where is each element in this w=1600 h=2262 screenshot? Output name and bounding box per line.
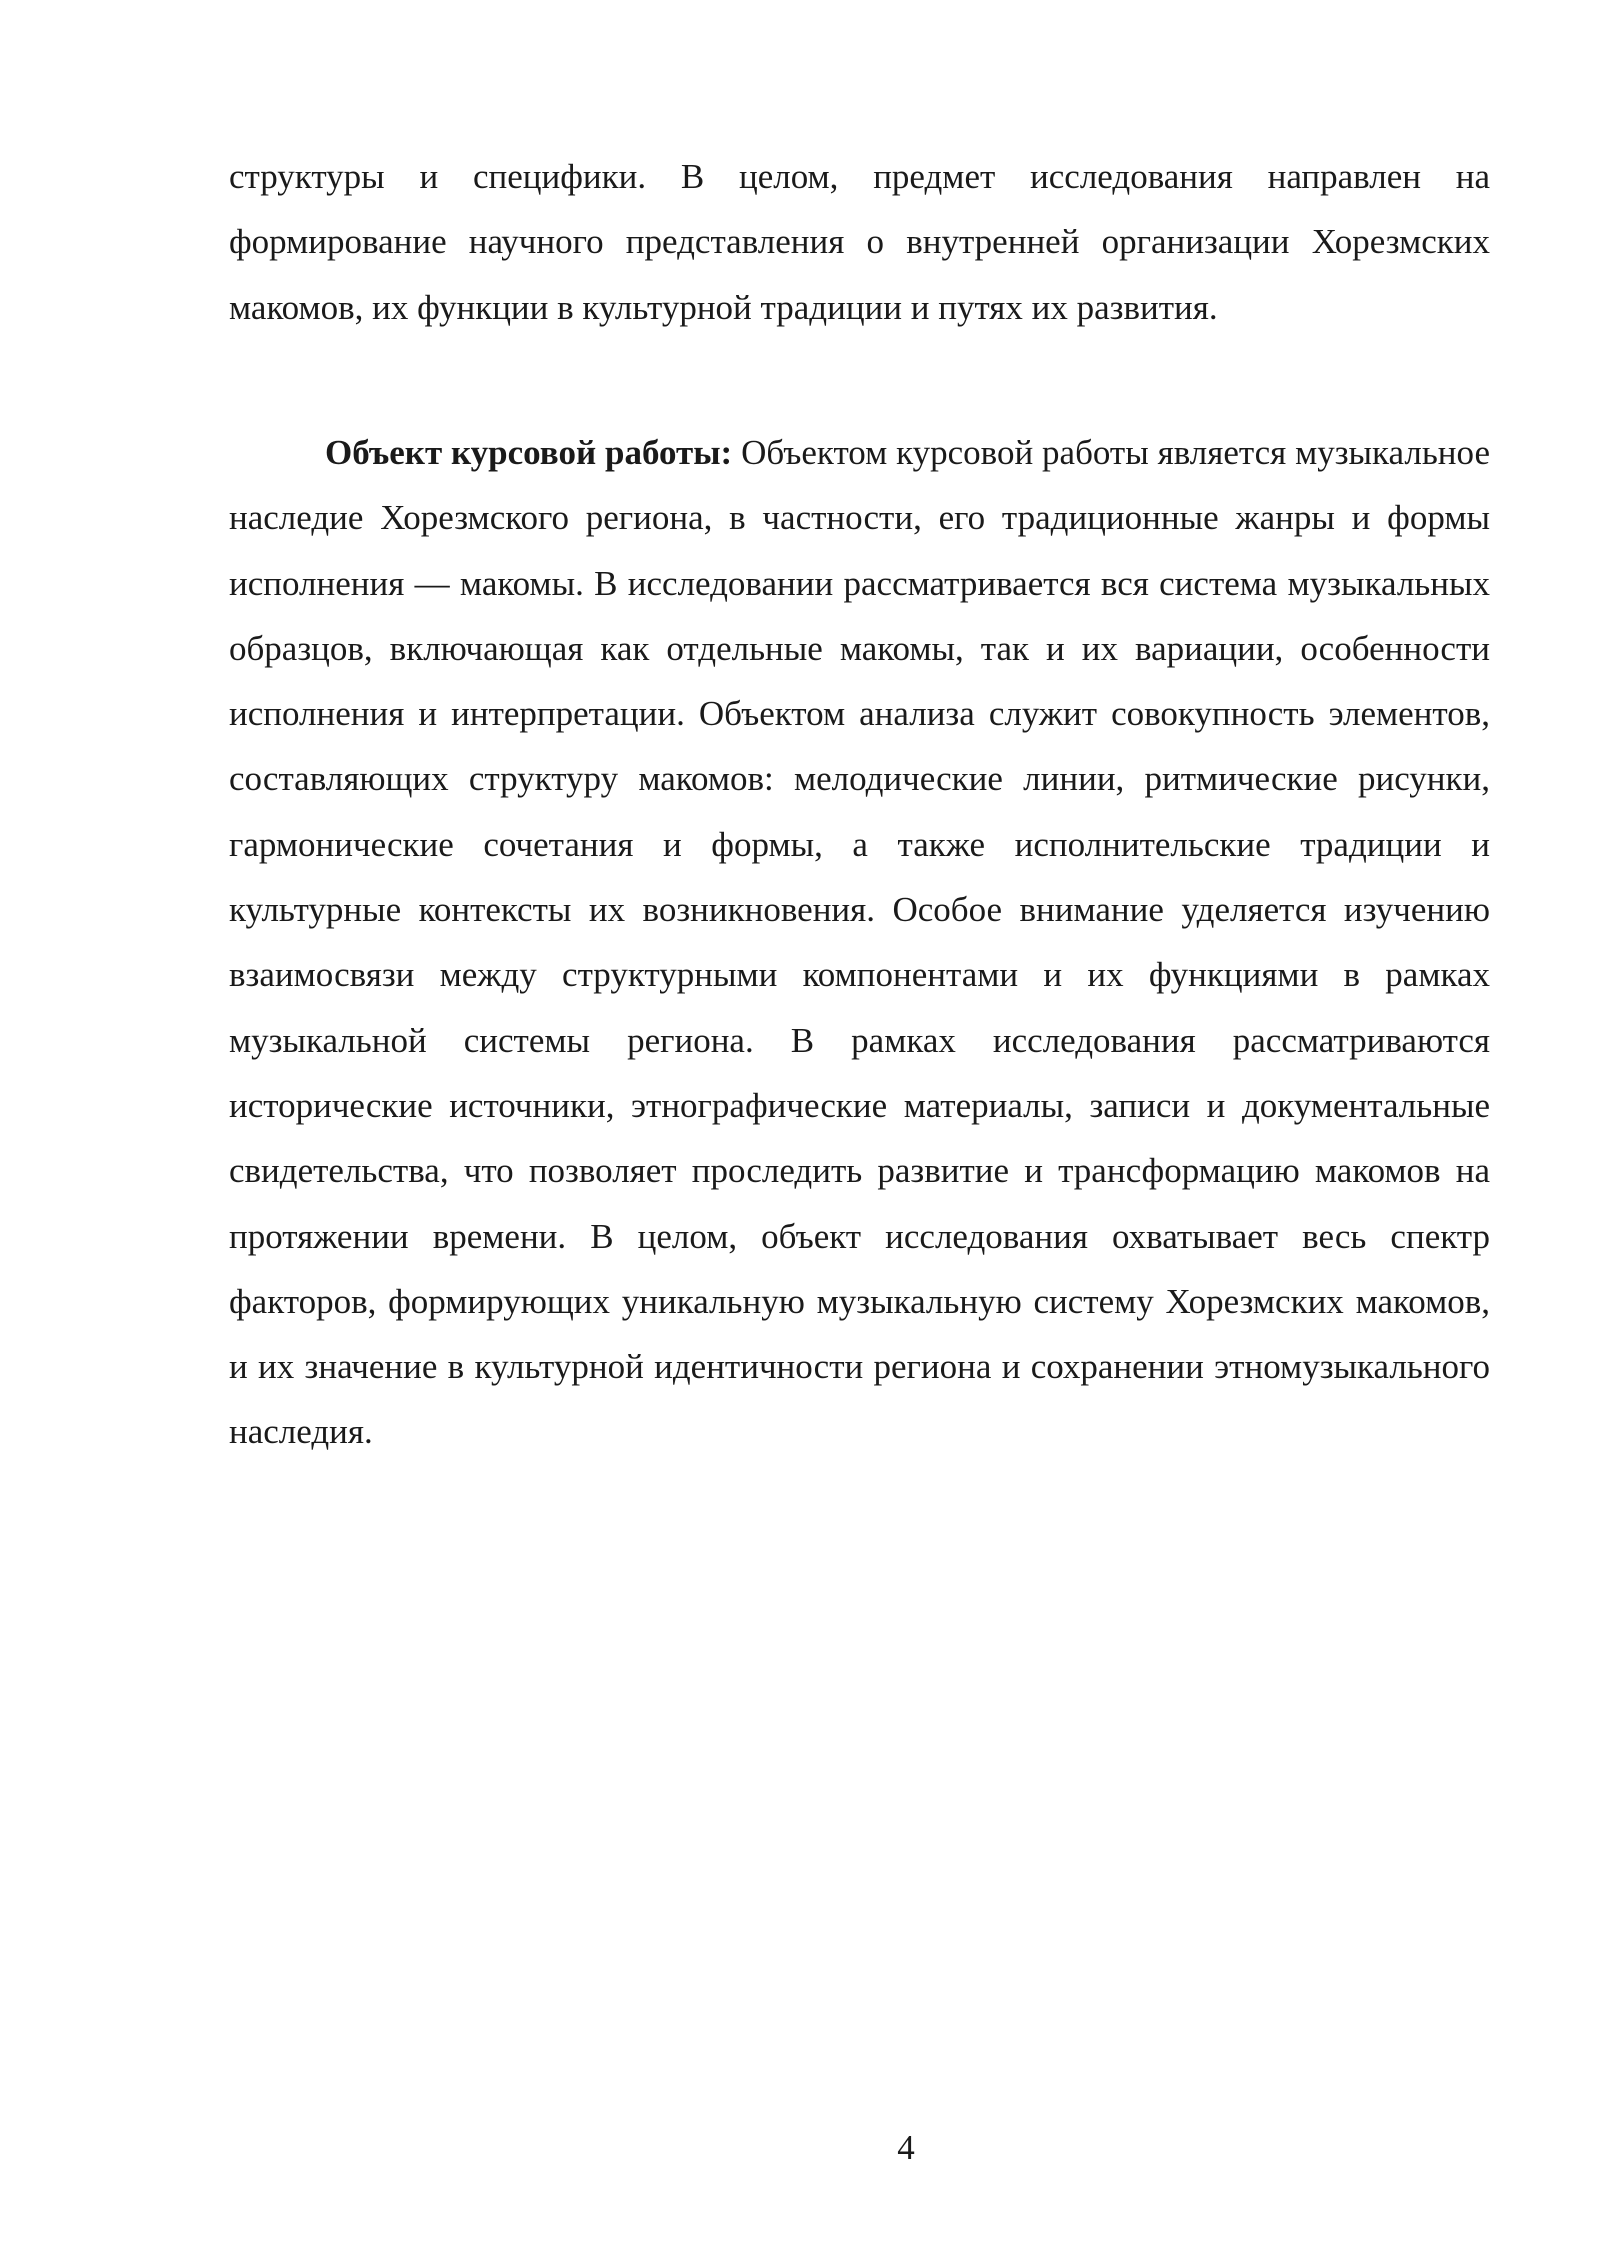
page-number: 4 [897, 2128, 915, 2167]
paragraph-lead-heading: Объект курсовой работы: [325, 433, 733, 472]
paragraph-body-text: Объектом курсовой работы является музыкальное наследие Хорезмского региона, в частности, его традиционные жанры и формы исполнения — макомы. В исследовании рассматривается вся система музыкальных образцов, включающая как отдельные макомы, так и их вариации, особенности исполнения и интерпретации. Объектом анализа служит совокупность элементов, составляющих структуру макомов: мелодические линии, ритмические рисунки, гармонические сочетания и формы, а также исполнительские традиции и культурные контексты их возникновения. Особое внимание уделяется изучению взаимосвязи между структурными компонентами и их функциями в рамках музыкальной системы региона. В рамках исследования рассматриваются исторические источники, этнографические материалы, записи и документальные свидетельства, что позволяет проследить развитие и трансформацию макомов на протяжении времени. В целом, объект исследования охватывает весь спектр факторов, формирующих уникальную музыкальную систему Хорезмских макомов, и их значение в культурной идентичности региона и сохранении этномузыкального наследия. [229, 433, 1490, 1452]
paragraph-subject-conclusion: структуры и специфики. В целом, предмет исследования направлен на формирование научного представления о внутренней организации Хорезмских макомов, их функции в культурной традиции и путях их развития. [229, 157, 1490, 327]
paragraph-course-object [229, 420, 1490, 1465]
